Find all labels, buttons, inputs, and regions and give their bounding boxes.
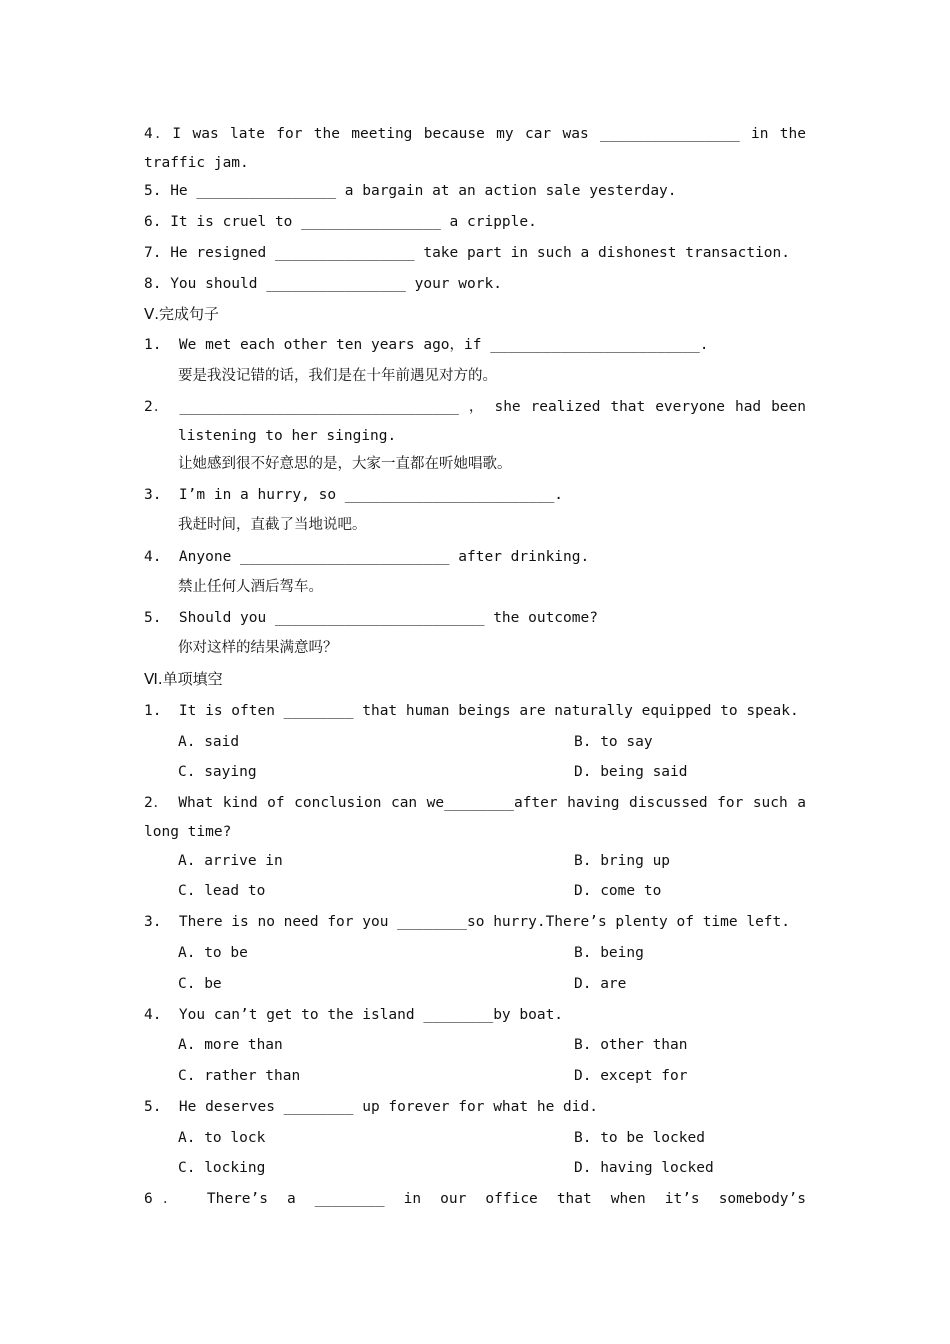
question-2-stem-cont: long time? — [144, 824, 232, 840]
fill-item-7: 7. He resigned ________________ take part in such a dishonest transaction. — [144, 245, 791, 261]
sentence-3-en: 3. I’m in a hurry, so ________________________. — [144, 487, 564, 503]
question-6-stem: 6． There’s a ________ in our office that when it’s somebody’s — [144, 1191, 806, 1207]
fill-item-4-line2: traffic jam. — [144, 155, 249, 171]
fill-item-6: 6. It is cruel to ________________ a cripple. — [144, 214, 537, 230]
question-2-stem: 2． What kind of conclusion can we________after having discussed for such a — [144, 795, 806, 811]
question-4-stem: 4. You can’t get to the island ________by boat. — [144, 1007, 564, 1023]
question-2-option-a: A. arrive in — [178, 853, 283, 869]
sentence-4-cn: 禁止任何人酒后驾车。 — [178, 579, 323, 595]
question-3-option-c: C. be — [178, 976, 222, 992]
question-5-option-d: D. having locked — [574, 1160, 714, 1176]
question-4-option-a: A. more than — [178, 1037, 283, 1053]
section-6-heading: Ⅵ.单项填空 — [144, 670, 223, 688]
section-5-heading: Ⅴ.完成句子 — [144, 305, 220, 323]
sentence-2-en: 2． ________________________________ ， she realized that everyone had been — [144, 399, 806, 415]
question-1-option-c: C. saying — [178, 764, 257, 780]
question-1-option-d: D. being said — [574, 764, 688, 780]
sentence-2-cn: 让她感到很不好意思的是，大家一直都在听她唱歌。 — [178, 456, 512, 472]
question-3-option-a: A. to be — [178, 945, 248, 961]
question-4-option-b: B. other than — [574, 1037, 688, 1053]
question-4-option-d: D. except for — [574, 1068, 688, 1084]
question-1-option-b: B. to say — [574, 734, 653, 750]
question-4-option-c: C. rather than — [178, 1068, 301, 1084]
sentence-4-en: 4. Anyone ________________________ after drinking. — [144, 549, 590, 565]
sentence-2-en-cont: listening to her singing. — [178, 428, 397, 444]
question-5-option-b: B. to be locked — [574, 1130, 705, 1146]
question-5-option-a: A. to lock — [178, 1130, 266, 1146]
question-1-stem: 1. It is often ________ that human beings are naturally equipped to speak. — [144, 703, 799, 719]
question-2-option-b: B. bring up — [574, 853, 671, 869]
fill-item-5: 5. He ________________ a bargain at an action sale yesterday. — [144, 183, 677, 199]
sentence-5-cn: 你对这样的结果满意吗？ — [178, 640, 338, 656]
question-3-option-b: B. being — [574, 945, 644, 961]
question-2-option-c: C. lead to — [178, 883, 266, 899]
question-3-option-d: D. are — [574, 976, 627, 992]
fill-item-4-line1: 4．I was late for the meeting because my car was ________________ in the — [144, 126, 806, 142]
question-5-stem: 5. He deserves ________ up forever for what he did. — [144, 1099, 598, 1115]
sentence-1-cn: 要是我没记错的话，我们是在十年前遇见对方的。 — [178, 368, 497, 384]
sentence-3-cn: 我赶时间，直截了当地说吧。 — [178, 517, 367, 533]
fill-item-8: 8. You should ________________ your work. — [144, 276, 502, 292]
question-1-option-a: A. said — [178, 734, 240, 750]
question-3-stem: 3. There is no need for you ________so hurry.There’s plenty of time left. — [144, 914, 791, 930]
question-2-option-d: D. come to — [574, 883, 662, 899]
sentence-5-en: 5. Should you ________________________ the outcome? — [144, 610, 598, 626]
sentence-1-en: 1. We met each other ten years ago，if ________________________. — [144, 337, 709, 353]
question-5-option-c: C. locking — [178, 1160, 266, 1176]
